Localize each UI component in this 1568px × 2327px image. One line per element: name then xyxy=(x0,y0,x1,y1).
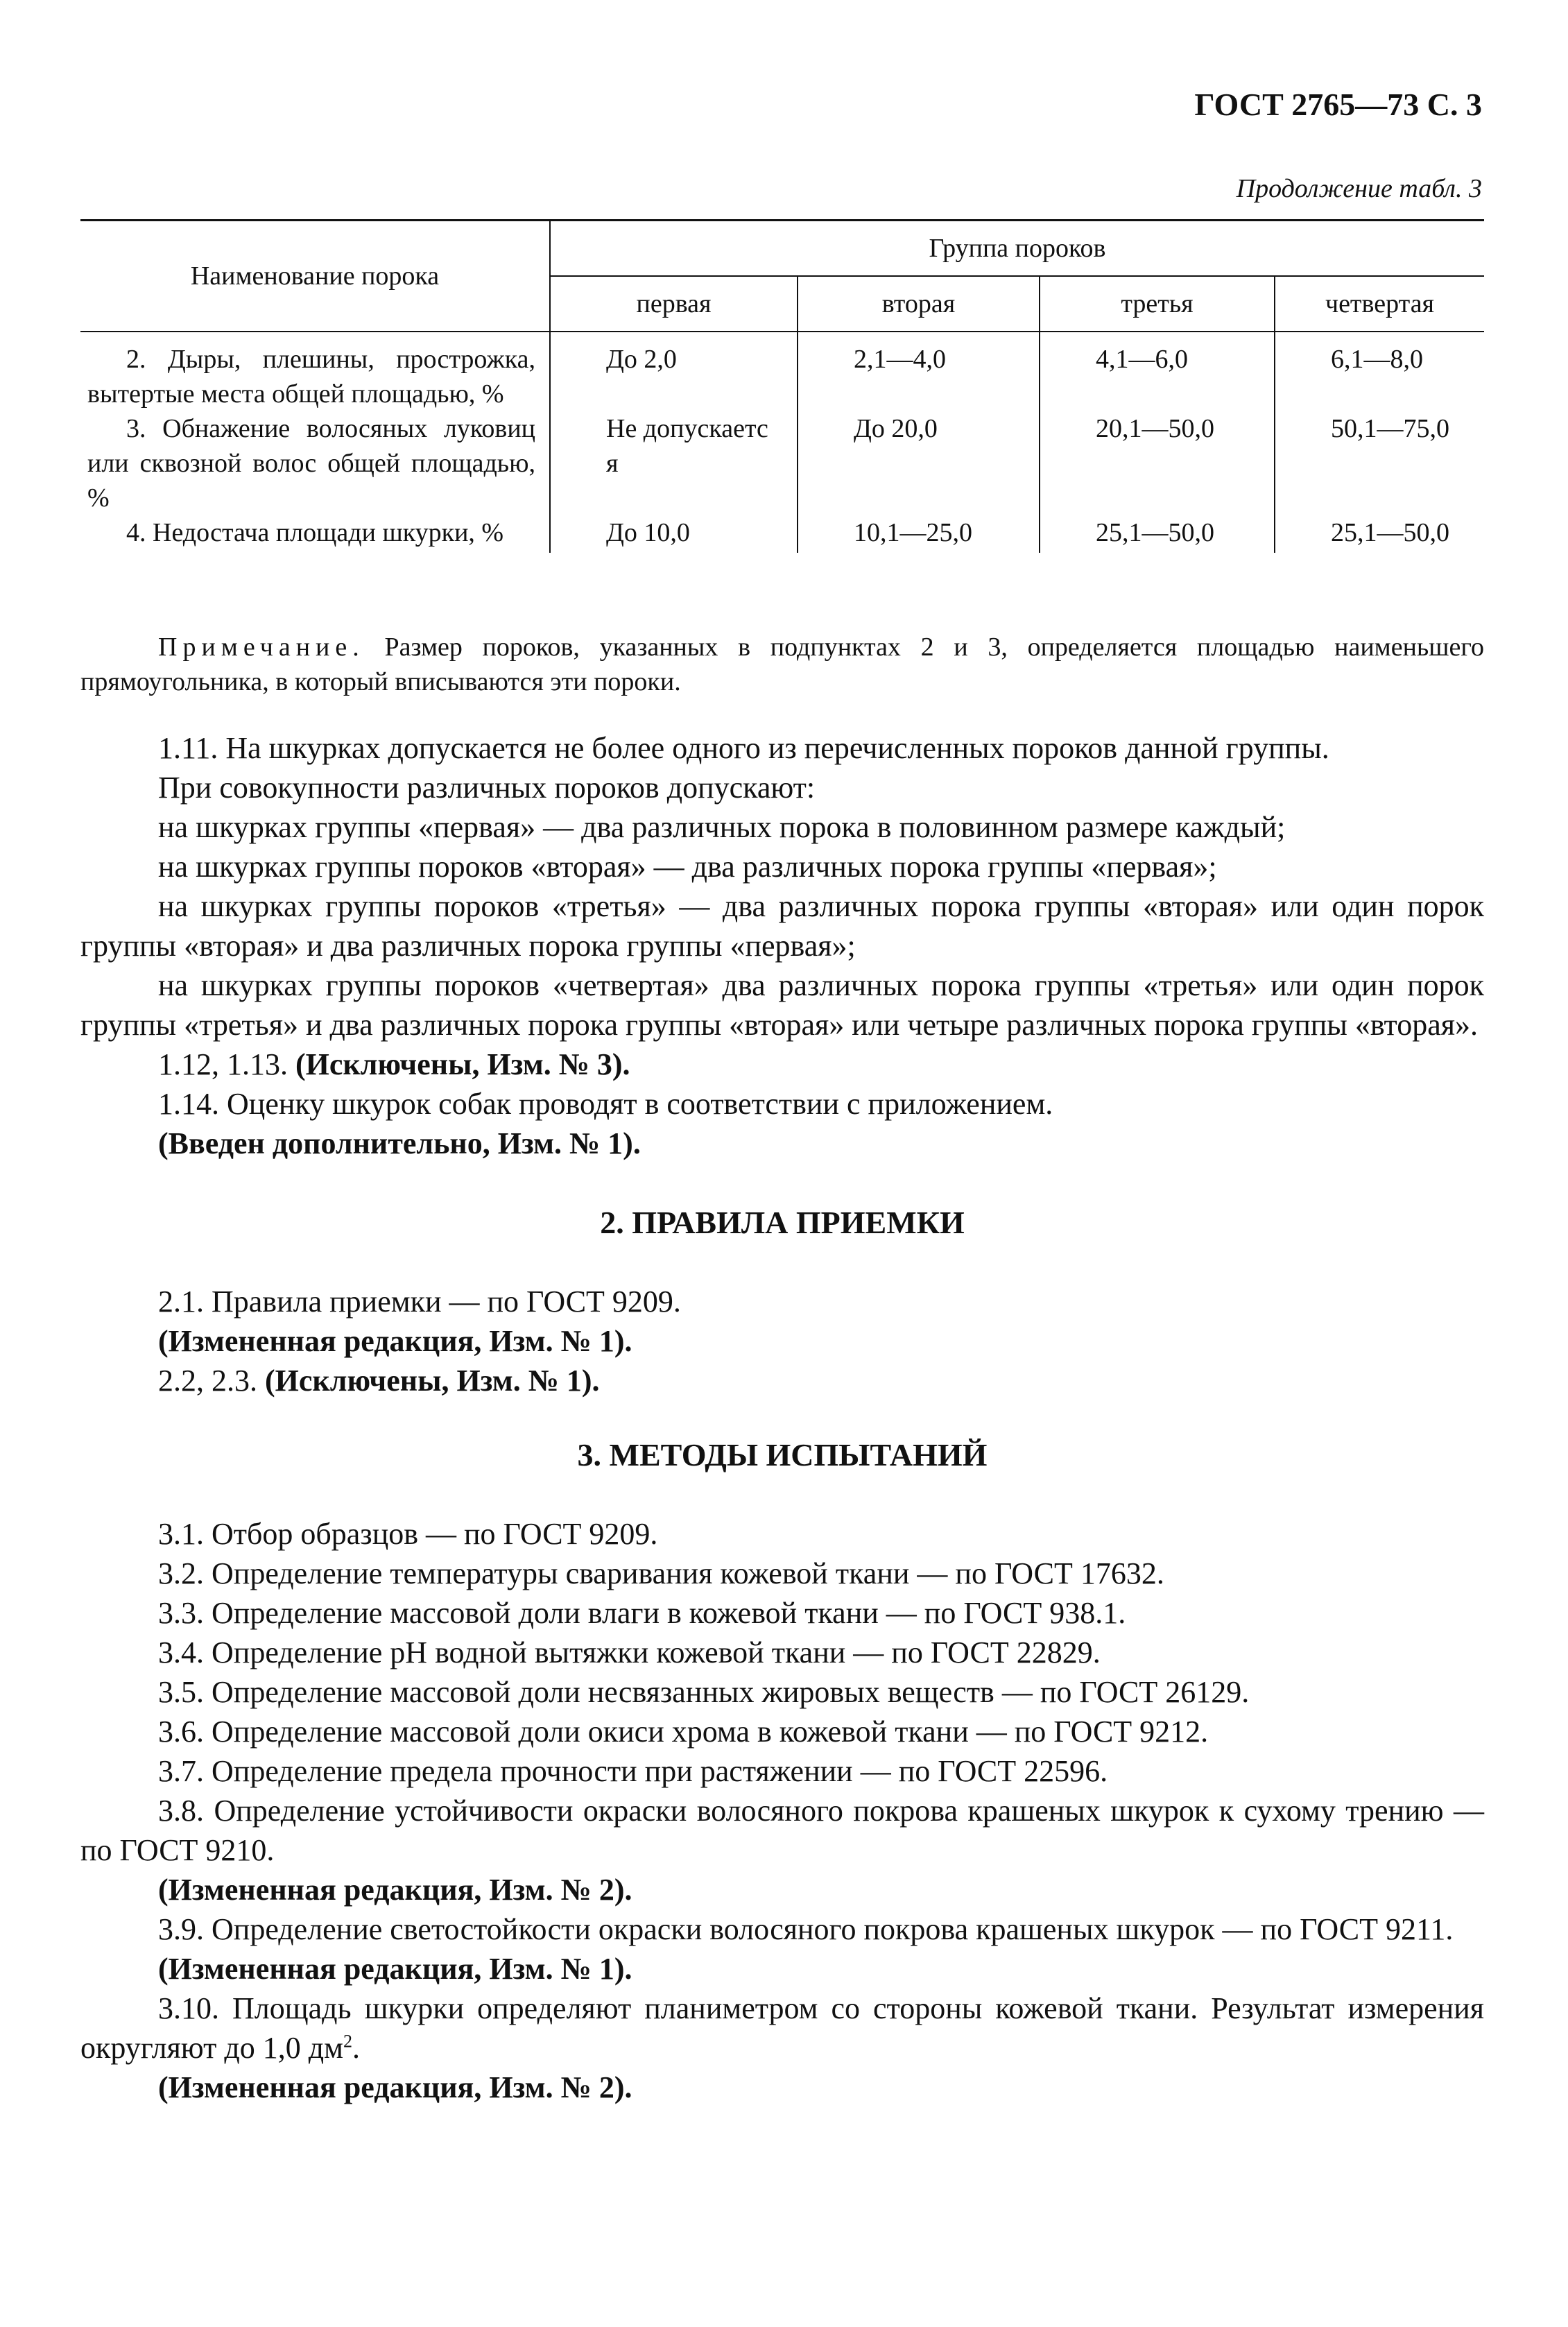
paragraph-group-third: на шкурках группы пороков «третья» — два различных порока группы «вторая» или один порок группы «вторая» и два различных порока группы «первая»; xyxy=(80,889,1484,963)
paragraph-3-7: 3.7. Определение предела прочности при растяжении — по ГОСТ 22596. xyxy=(158,1754,1108,1788)
paragraph-group-second: на шкурках группы пороков «вторая» — два различных порока группы «первая»; xyxy=(158,850,1217,884)
row-name: 4. Недостача площади шкурки, % xyxy=(80,515,550,553)
column-header-first: первая xyxy=(550,276,798,332)
cell-first: Не допускается xyxy=(550,411,798,515)
note-text: Размер пороков, указанных в подпунктах 2 и 3, определяется площадью наименьшего прямоугольника, в который вписываются эти пороки. xyxy=(80,633,1484,696)
paragraph-1-14: 1.14. Оценку шкурок собак проводят в соответствии с приложением. xyxy=(158,1087,1053,1121)
paragraph-3-10-amendment: (Измененная редакция, Изм. № 2). xyxy=(158,2070,632,2104)
cell-second: 10,1—25,0 xyxy=(798,515,1040,553)
paragraph-2-2 xyxy=(80,1361,1484,1400)
table-row xyxy=(80,411,1484,515)
paragraph-3-9: 3.9. Определение светостойкости окраски волосяного покрова крашеных шкурок — по ГОСТ 9211. xyxy=(158,1912,1454,1946)
cell-third: 25,1—50,0 xyxy=(1040,515,1275,553)
paragraph-group-fourth: на шкурках группы пороков «четвертая» два различных порока группы «третья» или один порок группы «третья» и два различных порока группы «вторая» или четыре различных порока группы «вторая». xyxy=(80,968,1484,1042)
row-name: 2. Дыры, плешины, прострожка, вытертые места общей площадью, % xyxy=(80,332,550,411)
cell-first: До 2,0 xyxy=(550,332,798,411)
cell-third: 20,1—50,0 xyxy=(1040,411,1275,515)
paragraph-2-1-amendment: (Измененная редакция, Изм. № 1). xyxy=(158,1324,632,1358)
page-header: ГОСТ 2765—73 С. 3 xyxy=(1194,87,1482,122)
paragraph-3-4: 3.4. Определение pH водной вытяжки кожевой ткани — по ГОСТ 22829. xyxy=(158,1635,1101,1669)
paragraph-1-14-amendment: (Введен дополнительно, Изм. № 1). xyxy=(158,1126,641,1160)
table-header-row xyxy=(80,221,1484,277)
paragraph-group-first: на шкурках группы «первая» — два различных порока в половинном размере каждый; xyxy=(158,810,1286,844)
paragraph-1-12-number: 1.12, 1.13. xyxy=(158,1047,288,1081)
paragraph-3-8-amendment: (Измененная редакция, Изм. № 2). xyxy=(158,1873,632,1907)
table-note xyxy=(80,630,1484,699)
paragraph-2-2-excluded: (Исключены, Изм. № 1). xyxy=(265,1364,600,1398)
cell-fourth: 6,1—8,0 xyxy=(1331,345,1423,374)
cell-first: До 10,0 xyxy=(550,515,798,553)
paragraph-combination: При совокупности различных пороков допускают: xyxy=(158,771,816,805)
row-name: 3. Обнажение волосяных луковиц или сквозной волос общей площадью, % xyxy=(80,411,550,515)
column-header-group: Группа пороков xyxy=(550,221,1484,277)
paragraph-2-2-number: 2.2, 2.3. xyxy=(158,1364,257,1398)
paragraph-3-6: 3.6. Определение массовой доли окиси хрома в кожевой ткани — по ГОСТ 9212. xyxy=(158,1715,1209,1749)
section-3-title: 3. МЕТОДЫ ИСПЫТАНИЙ xyxy=(577,1437,988,1472)
paragraph-1-11: 1.11. На шкурках допускается не более одного из перечисленных пороков данной группы. xyxy=(158,731,1329,765)
cell-fourth: 25,1—50,0 xyxy=(1331,518,1449,547)
column-header-name: Наименование порока xyxy=(80,221,550,332)
paragraph-3-5: 3.5. Определение массовой доли несвязанных жировых веществ — по ГОСТ 26129. xyxy=(158,1675,1250,1709)
paragraph-3-10 xyxy=(80,1989,1484,2068)
paragraph-1-12 xyxy=(80,1045,1484,1084)
column-header-second: вторая xyxy=(798,276,1040,332)
paragraph-3-10-text: 3.10. Площадь шкурки определяют планиметром со стороны кожевой ткани. Результат измерения округляют до 1,0 дм xyxy=(80,1991,1484,2065)
column-header-fourth: четвертая xyxy=(1275,276,1484,332)
paragraph-1-12-excluded: (Исключены, Изм. № 3). xyxy=(295,1047,630,1081)
cell-second: 2,1—4,0 xyxy=(798,332,1040,411)
table-row xyxy=(80,515,1484,553)
defects-table xyxy=(80,219,1484,553)
note-label: Примечание. xyxy=(158,633,365,662)
cell-second: До 20,0 xyxy=(798,411,1040,515)
paragraph-2-1: 2.1. Правила приемки — по ГОСТ 9209. xyxy=(158,1285,681,1319)
paragraph-3-8: 3.8. Определение устойчивости окраски волосяного покрова крашеных шкурок к сухому трению — по ГОСТ 9210. xyxy=(80,1794,1484,1867)
paragraph-3-3: 3.3. Определение массовой доли влаги в кожевой ткани — по ГОСТ 938.1. xyxy=(158,1596,1126,1630)
document-body xyxy=(80,728,1484,2107)
table-row xyxy=(80,332,1484,411)
paragraph-3-1: 3.1. Отбор образцов — по ГОСТ 9209. xyxy=(158,1517,658,1551)
column-header-third: третья xyxy=(1040,276,1275,332)
paragraph-3-2: 3.2. Определение температуры сваривания кожевой ткани — по ГОСТ 17632. xyxy=(158,1556,1164,1590)
cell-fourth: 50,1—75,0 xyxy=(1331,414,1449,443)
cell-third: 4,1—6,0 xyxy=(1040,332,1275,411)
paragraph-3-9-amendment: (Измененная редакция, Изм. № 1). xyxy=(158,1952,632,1986)
paragraph-3-10-end: . xyxy=(352,2031,360,2065)
table-continuation-label: Продолжение табл. 3 xyxy=(1236,174,1482,203)
section-2-title: 2. ПРАВИЛА ПРИЕМКИ xyxy=(600,1205,965,1240)
paragraph-3-10-superscript: 2 xyxy=(343,2031,352,2052)
